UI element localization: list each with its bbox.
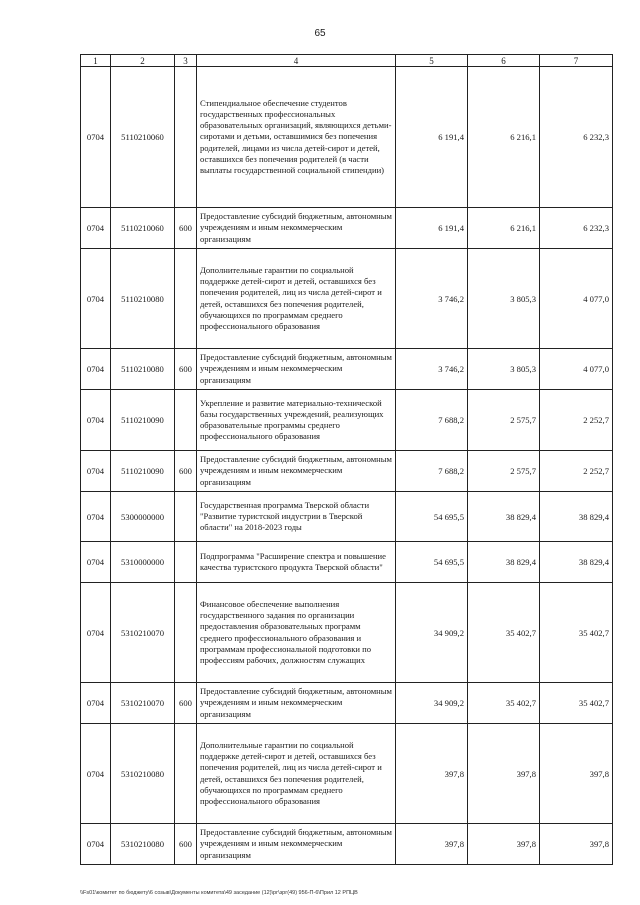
amount-col5: 34 909,2: [396, 583, 468, 683]
amount-col7: 4 077,0: [540, 349, 613, 390]
amount-col7: 35 402,7: [540, 583, 613, 683]
table-row: [81, 249, 613, 349]
table-row: [81, 724, 613, 824]
table-row: [81, 492, 613, 542]
amount-col6: 35 402,7: [468, 683, 540, 724]
column-header: 2: [111, 55, 175, 67]
target-code: 5310210080: [111, 824, 175, 865]
item-name: Предоставление субсидий бюджетным, автономным учреждениям и иным некоммерческим организациям: [197, 208, 396, 249]
section-code: 0704: [81, 542, 111, 583]
item-name: Дополнительные гарантии по социальной поддержке детей-сирот и детей, оставшихся без попечения родителей, лиц из числа детей-сирот и детей, оставшихся без попечения родителей, обучающихся по программам среднего профессионального образования: [197, 724, 396, 824]
section-code: 0704: [81, 492, 111, 542]
column-header: 1: [81, 55, 111, 67]
expense-type: [175, 724, 197, 824]
expense-type: 600: [175, 451, 197, 492]
section-code: 0704: [81, 390, 111, 451]
section-code: 0704: [81, 583, 111, 683]
amount-col5: 54 695,5: [396, 542, 468, 583]
section-code: 0704: [81, 67, 111, 208]
section-code: 0704: [81, 683, 111, 724]
amount-col7: 6 232,3: [540, 67, 613, 208]
column-header: 4: [197, 55, 396, 67]
table-row: [81, 583, 613, 683]
budget-table: [80, 54, 613, 865]
table-row: [81, 542, 613, 583]
target-code: 5310210070: [111, 683, 175, 724]
amount-col6: 3 805,3: [468, 249, 540, 349]
item-name: Предоставление субсидий бюджетным, автономным учреждениям и иным некоммерческим организациям: [197, 683, 396, 724]
amount-col7: 38 829,4: [540, 492, 613, 542]
item-name: Предоставление субсидий бюджетным, автономным учреждениям и иным некоммерческим организациям: [197, 451, 396, 492]
expense-type: 600: [175, 683, 197, 724]
amount-col6: 38 829,4: [468, 542, 540, 583]
section-code: 0704: [81, 824, 111, 865]
amount-col5: 7 688,2: [396, 451, 468, 492]
expense-type: [175, 67, 197, 208]
section-code: 0704: [81, 249, 111, 349]
item-name: Стипендиальное обеспечение студентов государственных профессиональных образовательных организаций, являющихся детьми-сиротами и детьми, оставшимися без попечения родителей, лицами из числа детей-сирот и детей, оставшихся без попечения родителей (в части выплаты государственной социальной стипендии): [197, 67, 396, 208]
amount-col6: 397,8: [468, 824, 540, 865]
amount-col5: 397,8: [396, 824, 468, 865]
amount-col7: 6 232,3: [540, 208, 613, 249]
amount-col7: 4 077,0: [540, 249, 613, 349]
item-name: Предоставление субсидий бюджетным, автономным учреждениям и иным некоммерческим организациям: [197, 824, 396, 865]
amount-col5: 397,8: [396, 724, 468, 824]
item-name: Финансовое обеспечение выполнения государственного задания по организации предоставления образовательных программ среднего профессионального образования и программам профессиональной подготовки по профессиям рабочих, должностям служащих: [197, 583, 396, 683]
item-name: Подпрограмма "Расширение спектра и повышение качества туристского продукта Тверской области": [197, 542, 396, 583]
expense-type: [175, 583, 197, 683]
section-code: 0704: [81, 451, 111, 492]
expense-type: [175, 249, 197, 349]
header-row: [81, 55, 613, 67]
table-row: [81, 67, 613, 208]
amount-col5: 34 909,2: [396, 683, 468, 724]
amount-col6: 3 805,3: [468, 349, 540, 390]
item-name: Государственная программа Тверской области "Развитие туристской индустрии в Тверской области" на 2018-2023 годы: [197, 492, 396, 542]
target-code: 5310210080: [111, 724, 175, 824]
amount-col5: 6 191,4: [396, 67, 468, 208]
amount-col6: 35 402,7: [468, 583, 540, 683]
table-row: [81, 349, 613, 390]
amount-col5: 3 746,2: [396, 349, 468, 390]
amount-col7: 2 252,7: [540, 390, 613, 451]
amount-col6: 2 575,7: [468, 390, 540, 451]
target-code: 5310000000: [111, 542, 175, 583]
column-header: 5: [396, 55, 468, 67]
expense-type: [175, 542, 197, 583]
section-code: 0704: [81, 724, 111, 824]
table-row: [81, 824, 613, 865]
expense-type: 600: [175, 349, 197, 390]
column-header: 6: [468, 55, 540, 67]
target-code: 5110210080: [111, 349, 175, 390]
amount-col6: 2 575,7: [468, 451, 540, 492]
expense-type: 600: [175, 208, 197, 249]
column-header: 7: [540, 55, 613, 67]
table-row: [81, 451, 613, 492]
amount-col7: 2 252,7: [540, 451, 613, 492]
expense-type: [175, 390, 197, 451]
target-code: 5110210090: [111, 390, 175, 451]
target-code: 5110210060: [111, 208, 175, 249]
page-number: 65: [314, 28, 326, 39]
amount-col5: 54 695,5: [396, 492, 468, 542]
amount-col7: 35 402,7: [540, 683, 613, 724]
amount-col6: 6 216,1: [468, 67, 540, 208]
amount-col7: 397,8: [540, 824, 613, 865]
amount-col6: 38 829,4: [468, 492, 540, 542]
table-row: [81, 390, 613, 451]
amount-col6: 397,8: [468, 724, 540, 824]
amount-col7: 38 829,4: [540, 542, 613, 583]
item-name: Предоставление субсидий бюджетным, автономным учреждениям и иным некоммерческим организациям: [197, 349, 396, 390]
target-code: 5110210090: [111, 451, 175, 492]
item-name: Дополнительные гарантии по социальной поддержке детей-сирот и детей, оставшихся без попечения родителей, лиц из числа детей-сирот и детей, оставшихся без попечения родителей, обучающихся по программам среднего профессионального образования: [197, 249, 396, 349]
item-name: Укрепление и развитие материально-технической базы государственных учреждений, реализующих образовательные программы среднего профессионального образования: [197, 390, 396, 451]
table-row: [81, 208, 613, 249]
target-code: 5110210060: [111, 67, 175, 208]
section-code: 0704: [81, 208, 111, 249]
target-code: 5110210080: [111, 249, 175, 349]
amount-col6: 6 216,1: [468, 208, 540, 249]
file-path-footer: \\Fs01\комитет по бюджету\6 созыв\Документы комитета\49 заседание (12)\рг\зрг(49) 956-П-6\Прил 12 РПЦВ: [80, 890, 358, 896]
expense-type: [175, 492, 197, 542]
column-header: 3: [175, 55, 197, 67]
amount-col7: 397,8: [540, 724, 613, 824]
target-code: 5310210070: [111, 583, 175, 683]
amount-col5: 6 191,4: [396, 208, 468, 249]
target-code: 5300000000: [111, 492, 175, 542]
expense-type: 600: [175, 824, 197, 865]
amount-col5: 7 688,2: [396, 390, 468, 451]
table-row: [81, 683, 613, 724]
amount-col5: 3 746,2: [396, 249, 468, 349]
section-code: 0704: [81, 349, 111, 390]
